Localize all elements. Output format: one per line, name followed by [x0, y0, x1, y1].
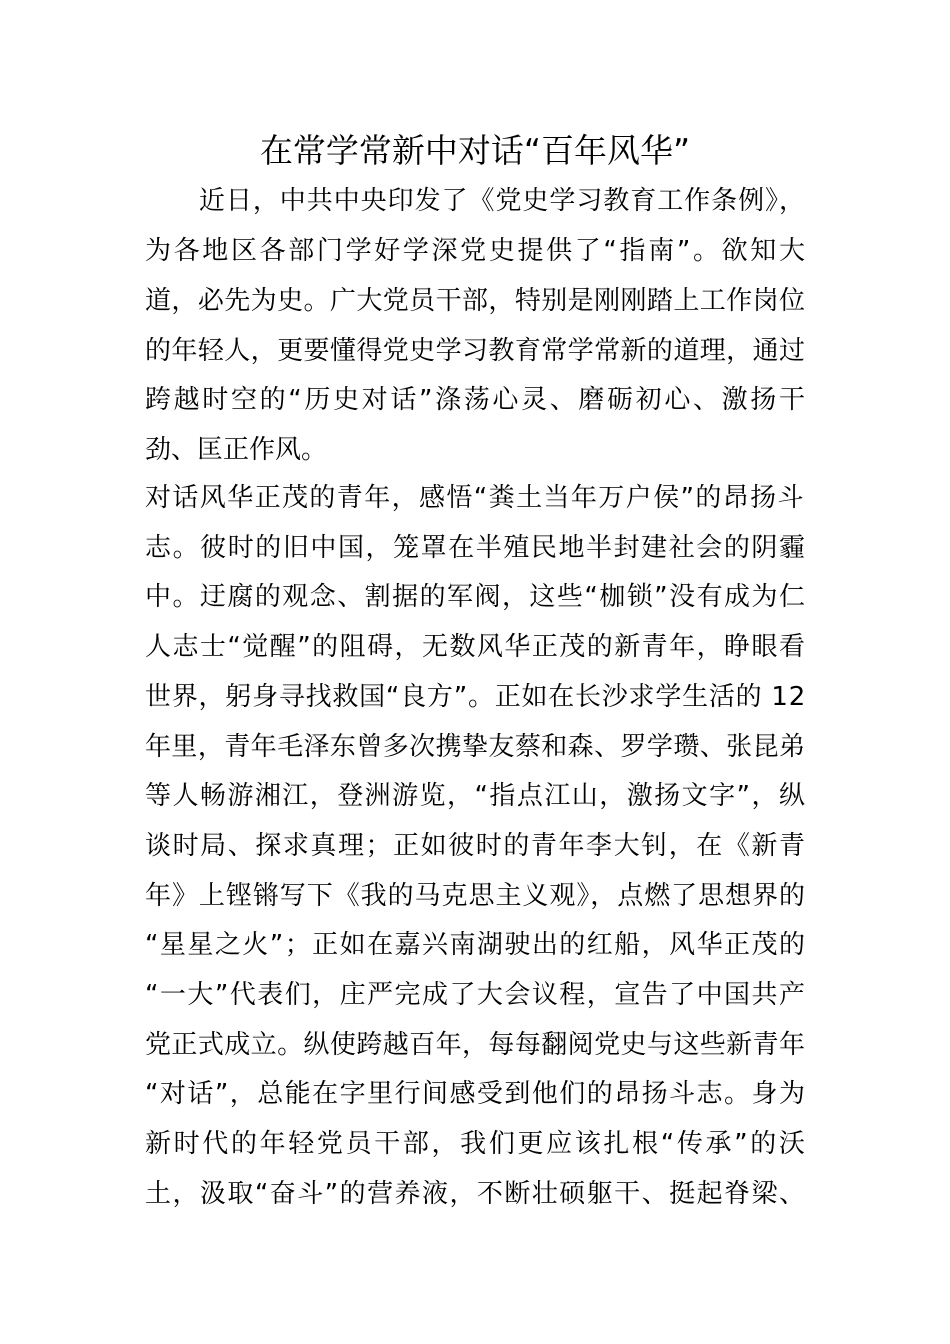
body-text-line: 年》上铿锵写下《我的马克思主义观》，点燃了思想界的	[145, 881, 806, 911]
body-text-line: 土，汲取“奋斗”的营养液，不断壮硕躯干、挺起脊梁、	[145, 1179, 807, 1209]
body-text-line: 新时代的年轻党员干部，我们更应该扎根“传承”的沃	[145, 1129, 808, 1159]
body-text-line: 世界，躬身寻找救国“良方”。正如在长沙求学生活的 12	[145, 682, 807, 712]
document-title: 在常学常新中对话“百年风华”	[259, 131, 691, 170]
body-text-line: 劲、匡正作风。	[145, 435, 328, 465]
body-text-line: 对话风华正茂的青年，感悟“粪土当年万户侯”的昂扬斗	[145, 483, 805, 513]
body-text-line: “对话”，总能在字里行间感受到他们的昂扬斗志。身为	[145, 1079, 807, 1109]
body-text-line: 谈时局、探求真理；正如彼时的青年李大钊，在《新青	[145, 831, 807, 861]
body-text-line: 年里，青年毛泽东曾多次携挚友蔡和森、罗学瓒、张昆弟	[145, 732, 806, 762]
body-text-line: 志。彼时的旧中国，笼罩在半殖民地半封建社会的阴霾	[145, 533, 807, 563]
body-text-line: “一大”代表们，庄严完成了大会议程，宣告了中国共产	[145, 980, 807, 1010]
body-text-line: 党正式成立。纵使跨越百年，每每翻阅党史与这些新青年	[145, 1030, 806, 1060]
body-text-line: 为各地区各部门学好学深党史提供了“指南”。欲知大	[145, 236, 808, 266]
body-text-line: 人志士“觉醒”的阻碍，无数风华正茂的新青年，睁眼看	[145, 632, 807, 662]
body-text-line: “星星之火”；正如在嘉兴南湖驶出的红船，风华正茂的	[145, 930, 807, 960]
body-text-line: 道，必先为史。广大党员干部，特别是刚刚踏上工作岗位	[145, 286, 806, 316]
body-text-line: 的年轻人，更要懂得党史学习教育常学常新的道理，通过	[145, 336, 806, 366]
body-text-line: 近日，中共中央印发了《党史学习教育工作条例》，	[145, 186, 806, 216]
body-text-line: 等人畅游湘江，登洲游览，“指点江山，激扬文字”，纵	[145, 781, 807, 811]
body-text-line: 跨越时空的“历史对话”涤荡心灵、磨砺初心、激扬干	[145, 385, 808, 415]
body-text-line: 中。迂腐的观念、割据的军阀，这些“枷锁”没有成为仁	[145, 582, 807, 612]
